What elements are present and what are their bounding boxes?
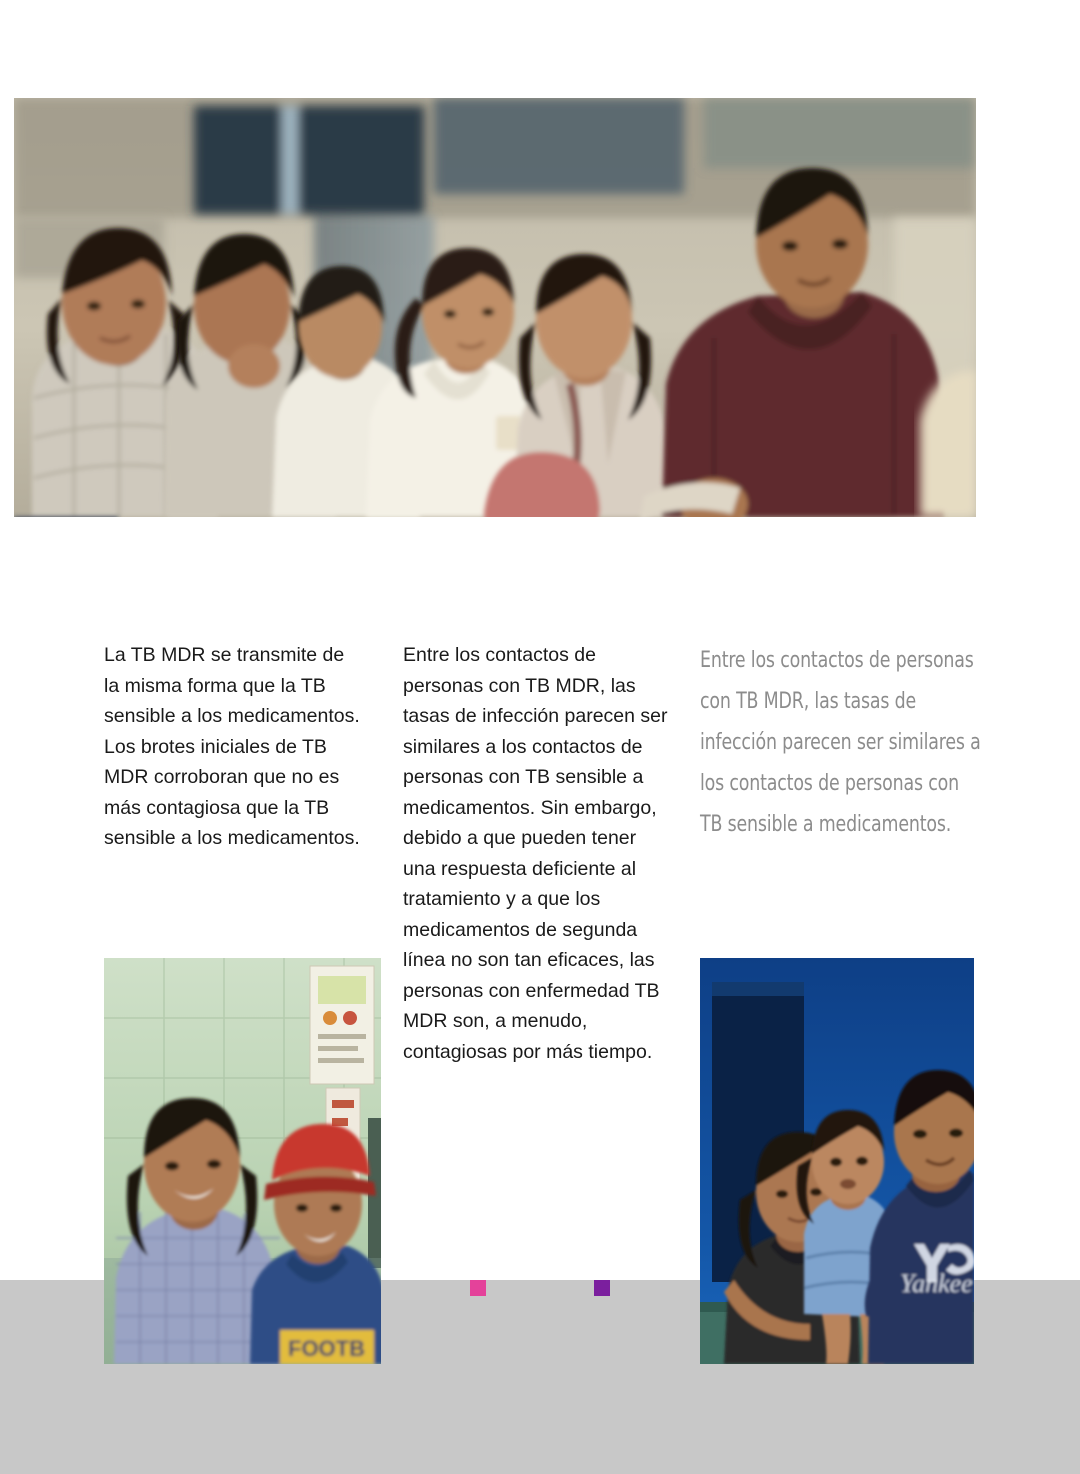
square-marker-purple: [594, 1280, 610, 1296]
body-column-2: [403, 640, 671, 1067]
mother-and-child-photo: [104, 958, 381, 1364]
family-photo: [700, 958, 974, 1364]
svg-text:Yankee: Yankee: [900, 1269, 973, 1298]
body-column-1-text: La TB MDR se transmite de la misma forma que la TB sensible a los medicamentos. Los brotes iniciales de TB MDR corroboran que no es más contagiosa que la TB sensible a los medicamentos.: [104, 644, 360, 849]
waiting-room-photo: [14, 98, 976, 517]
pull-quote: [700, 640, 982, 845]
square-marker-pink: [470, 1280, 486, 1296]
body-column-1: [104, 640, 362, 854]
pull-quote-text: Entre los contactos de personas con TB MDR, las tasas de infección parecen ser similares a los contactos de personas con TB sensible a medicamentos.: [700, 648, 981, 837]
svg-text:FOOTB: FOOTB: [288, 1336, 365, 1361]
body-column-2-text: Entre los contactos de personas con TB MDR, las tasas de infección parecen ser similares a los contactos de personas con TB sensible a medicamentos. Sin embargo, debido a que pueden tener una respuesta deficiente al tratamiento y a que los medicamentos de segunda línea no son tan eficaces, las personas con enfermedad TB MDR son, a menudo, contagiosas por más tiempo.: [403, 644, 668, 1063]
